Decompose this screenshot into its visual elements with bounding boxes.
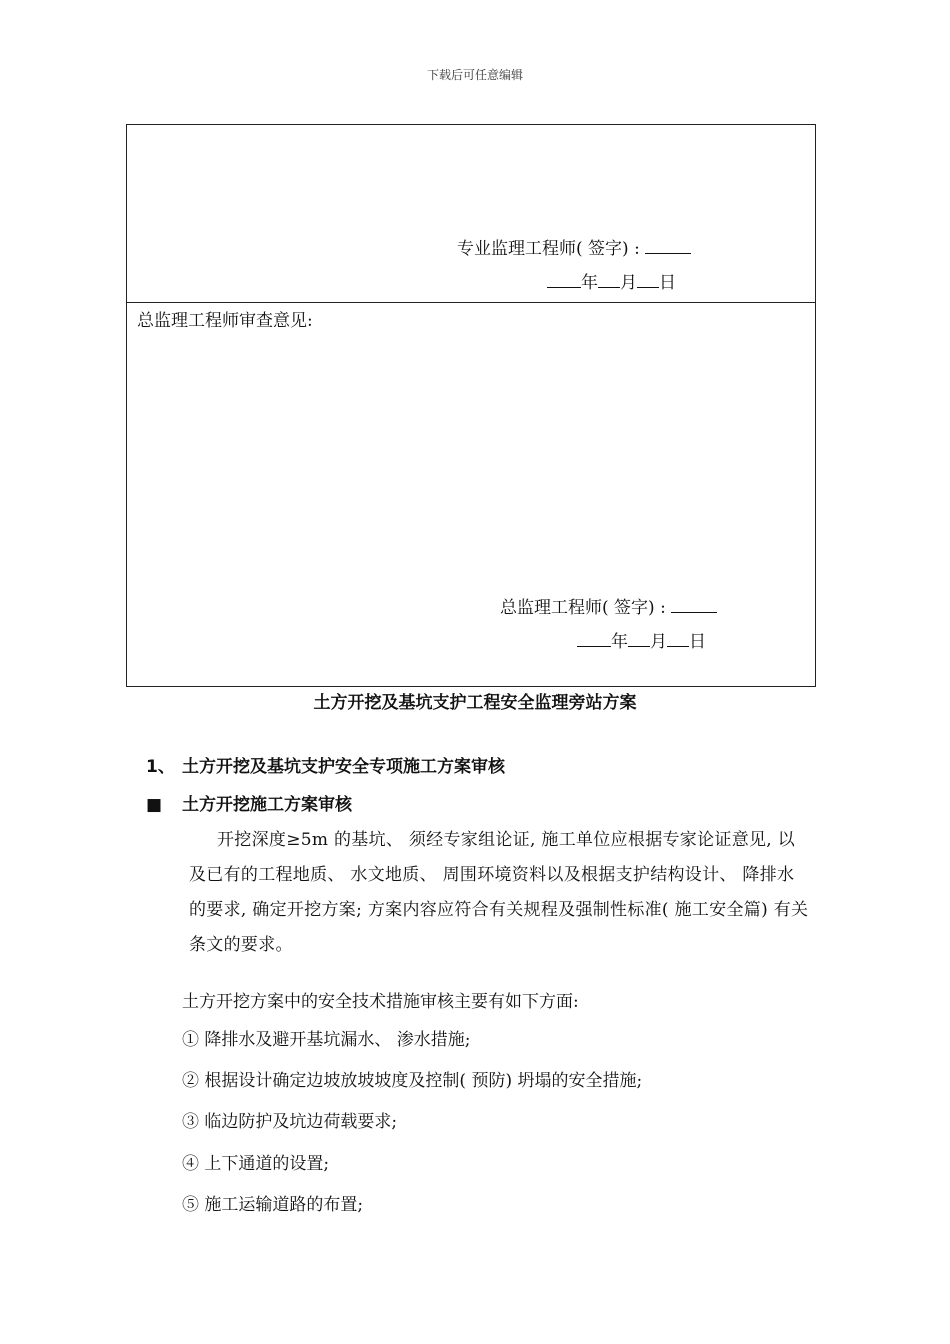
specialist-date-line xyxy=(547,268,676,293)
section-title: 土方开挖及基坑支护安全专项施工方案审核 xyxy=(182,757,505,777)
list-item: ③ 临边防护及坑边荷载要求; xyxy=(182,1112,398,1132)
specialist-year-blank[interactable] xyxy=(547,269,581,288)
chief-opinion-cell xyxy=(127,303,815,686)
chief-date-line xyxy=(577,627,706,652)
specialist-opinion-cell xyxy=(127,125,815,303)
chief-signature-line xyxy=(500,593,717,618)
body-paragraph: 开挖深度≥5m 的基坑、 须经专家组论证, 施工单位应根据专家论证意见, 以及已有的工程地质、 水文地质、 周围环境资料以及根据支护结构设计、 降排水的要求, 确定开挖方案; 方案内容应符合有关规程及强制性标准( 施工安全篇) 有关条文的要求。 xyxy=(189,830,809,955)
specialist-signature-line xyxy=(457,234,691,259)
section-number: 1、 xyxy=(146,757,175,777)
specialist-signature-blank[interactable] xyxy=(645,235,691,254)
list-item: ① 降排水及避开基坑漏水、 渗水措施; xyxy=(182,1030,471,1050)
list-item: ② 根据设计确定边坡放坡坡度及控制( 预防) 坍塌的安全措施; xyxy=(182,1071,643,1091)
chief-year-blank[interactable] xyxy=(577,628,611,647)
specialist-signature-label: 专业监理工程师( 签字) : xyxy=(457,239,640,259)
chief-month-blank[interactable] xyxy=(628,628,650,647)
subsection-title: 土方开挖施工方案审核 xyxy=(182,795,352,815)
header-note: 下载后可任意编辑 xyxy=(426,68,523,82)
subsection-heading xyxy=(146,790,352,815)
chief-opinion-label: 总监理工程师审查意见: xyxy=(137,311,313,331)
chief-day-label: 日 xyxy=(689,632,706,652)
document-title: 土方开挖及基坑支护工程安全监理旁站方案 xyxy=(313,693,637,713)
specialist-year-label: 年 xyxy=(581,273,598,293)
approval-form-table xyxy=(126,124,816,687)
chief-year-label: 年 xyxy=(611,632,628,652)
specialist-day-label: 日 xyxy=(659,273,676,293)
list-item: ④ 上下通道的设置; xyxy=(182,1154,330,1174)
list-item: ⑤ 施工运输道路的布置; xyxy=(182,1195,364,1215)
measures-intro: 土方开挖方案中的安全技术措施审核主要有如下方面: xyxy=(182,992,579,1012)
specialist-month-blank[interactable] xyxy=(598,269,620,288)
chief-day-blank[interactable] xyxy=(667,628,689,647)
section-heading-1 xyxy=(146,752,505,777)
chief-signature-label: 总监理工程师( 签字) : xyxy=(500,598,666,618)
specialist-day-blank[interactable] xyxy=(637,269,659,288)
chief-signature-blank[interactable] xyxy=(671,594,717,613)
chief-month-label: 月 xyxy=(650,632,667,652)
square-bullet-icon: ■ xyxy=(146,795,163,815)
specialist-month-label: 月 xyxy=(620,273,637,293)
